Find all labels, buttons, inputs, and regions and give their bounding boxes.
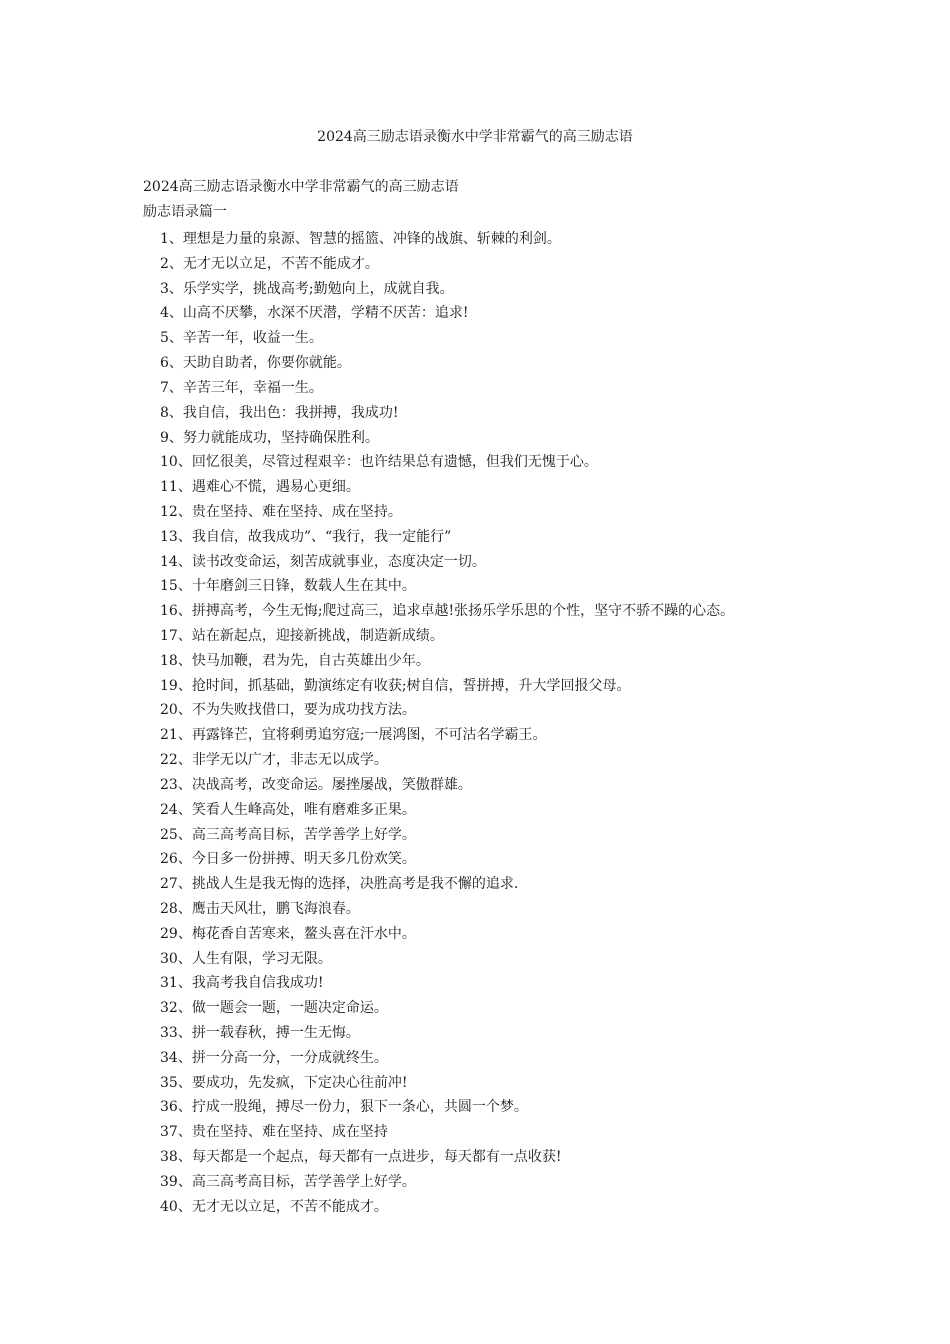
list-item: 4、山高不厌攀，水深不厌潜，学精不厌苦：追求!	[160, 305, 469, 322]
list-item: 14、读书改变命运，刻苦成就事业，态度决定一切。	[160, 553, 486, 570]
list-item: 33、拼一载春秋，搏一生无悔。	[160, 1025, 360, 1041]
list-item: 32、做一题会一题，一题决定命运。	[160, 1000, 388, 1017]
document-title: 2024高三励志语录衡水中学非常霸气的高三励志语	[317, 129, 633, 145]
list-item: 34、拼一分高一分，一分成就终生。	[160, 1049, 388, 1066]
list-item: 1、理想是力量的泉源、智慧的摇篮、冲锋的战旗、斩棘的利剑。	[160, 231, 561, 247]
list-item: 38、每天都是一个起点，每天都有一点进步，每天都有一点收获!	[160, 1149, 562, 1166]
list-item: 24、笑看人生峰高处，唯有磨难多正果。	[160, 801, 416, 818]
list-item: 9、努力就能成功，坚持确保胜利。	[160, 429, 379, 446]
quote-list	[160, 227, 734, 1220]
list-item: 20、不为失败找借口，要为成功找方法。	[160, 702, 416, 719]
document-subtitle: 2024高三励志语录衡水中学非常霸气的高三励志语	[143, 179, 459, 195]
list-item: 13、我自信，故我成功”、“我行，我一定能行”	[160, 528, 452, 545]
list-item: 35、要成功，先发疯，下定决心往前冲!	[160, 1074, 408, 1091]
list-item: 17、站在新起点，迎接新挑战，制造新成绩。	[160, 628, 444, 644]
list-item: 12、贵在坚持、难在坚持、成在坚持。	[160, 503, 402, 520]
list-item: 21、再露锋芒，宜将剩勇追穷寇;一展鸿图，不可沽名学霸王。	[160, 727, 547, 744]
list-item: 5、辛苦一年，收益一生。	[160, 330, 323, 347]
list-item: 8、我自信，我出色：我拼搏，我成功!	[160, 404, 399, 421]
list-item: 40、无才无以立足，不苦不能成才。	[160, 1198, 388, 1215]
list-item: 11、遇难心不慌，遇易心更细。	[160, 479, 360, 496]
list-item: 29、梅花香自苦寒来，鳌头喜在汗水中。	[160, 925, 416, 942]
list-item: 16、拼搏高考，今生无悔;爬过高三，追求卓越!张扬乐学乐思的个性，坚守不骄不躁的心态。	[160, 603, 735, 620]
list-item: 25、高三高考高目标，苦学善学上好学。	[160, 826, 416, 843]
list-item: 18、快马加鞭，君为先，自古英雄出少年。	[160, 652, 430, 669]
list-item: 30、人生有限，学习无限。	[160, 950, 332, 967]
list-item: 19、抢时间，抓基础，勤演练定有收获;树自信，誓拼搏，升大学回报父母。	[160, 677, 631, 694]
section-label: 励志语录篇一	[143, 204, 227, 220]
list-item: 36、拧成一股绳，搏尽一份力，狠下一条心，共圆一个梦。	[160, 1099, 528, 1116]
list-item: 22、非学无以广才，非志无以成学。	[160, 752, 388, 769]
list-item: 28、鹰击天风壮，鹏飞海浪春。	[160, 900, 360, 917]
list-item: 6、天助自助者，你要你就能。	[160, 355, 351, 372]
list-item: 23、决战高考，改变命运。屡挫屡战，笑傲群雄。	[160, 776, 472, 793]
list-item: 3、乐学实学，挑战高考;勤勉向上，成就自我。	[160, 280, 454, 297]
list-item: 15、十年磨剑三日锋，数载人生在其中。	[160, 578, 416, 595]
list-item: 39、高三高考高目标，苦学善学上好学。	[160, 1173, 416, 1190]
list-item: 37、贵在坚持、难在坚持、成在坚持	[160, 1124, 388, 1141]
list-item: 31、我高考我自信我成功!	[160, 975, 324, 992]
list-item: 27、挑战人生是我无悔的选择，决胜高考是我不懈的追求.	[160, 876, 519, 893]
list-item: 10、回忆很美，尽管过程艰辛：也许结果总有遗憾，但我们无愧于心。	[160, 454, 598, 471]
list-item: 26、今日多一份拼搏、明天多几份欢笑。	[160, 851, 416, 868]
list-item: 7、辛苦三年，幸福一生。	[160, 379, 323, 396]
list-item: 2、无才无以立足，不苦不能成才。	[160, 255, 379, 272]
